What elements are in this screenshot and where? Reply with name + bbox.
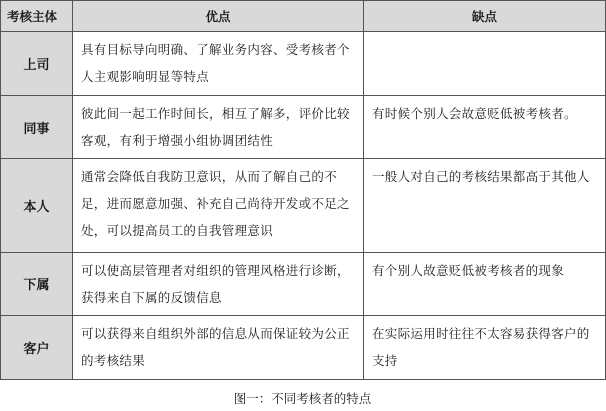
row-advantages: 彼此间一起工作时间长，相互了解多，评价比较客观，有利于增强小组协调团结性 <box>73 95 364 159</box>
row-advantages: 可以使高层管理者对组织的管理风格进行诊断，获得来自下属的反馈信息 <box>73 252 364 316</box>
row-disadvantages: 在实际运用时往往不太容易获得客户的支持 <box>364 316 606 380</box>
row-advantages: 通常会降低自我防卫意识，从而了解自己的不足，进而愿意加强、补充自己尚待开发或不足之处，可以提高员工的自我管理意识 <box>73 159 364 252</box>
table-row <box>1 252 606 316</box>
figure-caption: 图一：不同考核者的特点 <box>233 391 372 406</box>
row-disadvantages: 有个别人故意贬低被考核者的现象 <box>364 252 606 316</box>
header-disadvantages: 缺点 <box>364 1 606 32</box>
row-subject: 同事 <box>1 95 73 159</box>
table-row <box>1 159 606 252</box>
table-row <box>1 32 606 96</box>
row-disadvantages: 有时候个别人会故意贬低被考核者。 <box>364 95 606 159</box>
row-disadvantages <box>364 32 606 96</box>
table-header-row <box>1 1 606 32</box>
header-advantages: 优点 <box>73 1 364 32</box>
row-advantages: 可以获得来自组织外部的信息从而保证较为公正的考核结果 <box>73 316 364 380</box>
row-disadvantages: 一般人对自己的考核结果都高于其他人 <box>364 159 606 252</box>
row-subject: 下属 <box>1 252 73 316</box>
row-subject: 本人 <box>1 159 73 252</box>
table-row <box>1 95 606 159</box>
row-subject: 客户 <box>1 316 73 380</box>
table-row <box>1 316 606 380</box>
header-subject: 考核主体 <box>1 1 73 32</box>
row-advantages: 具有目标导向明确、了解业务内容、受考核者个人主观影响明显等特点 <box>73 32 364 96</box>
row-subject: 上司 <box>1 32 73 96</box>
